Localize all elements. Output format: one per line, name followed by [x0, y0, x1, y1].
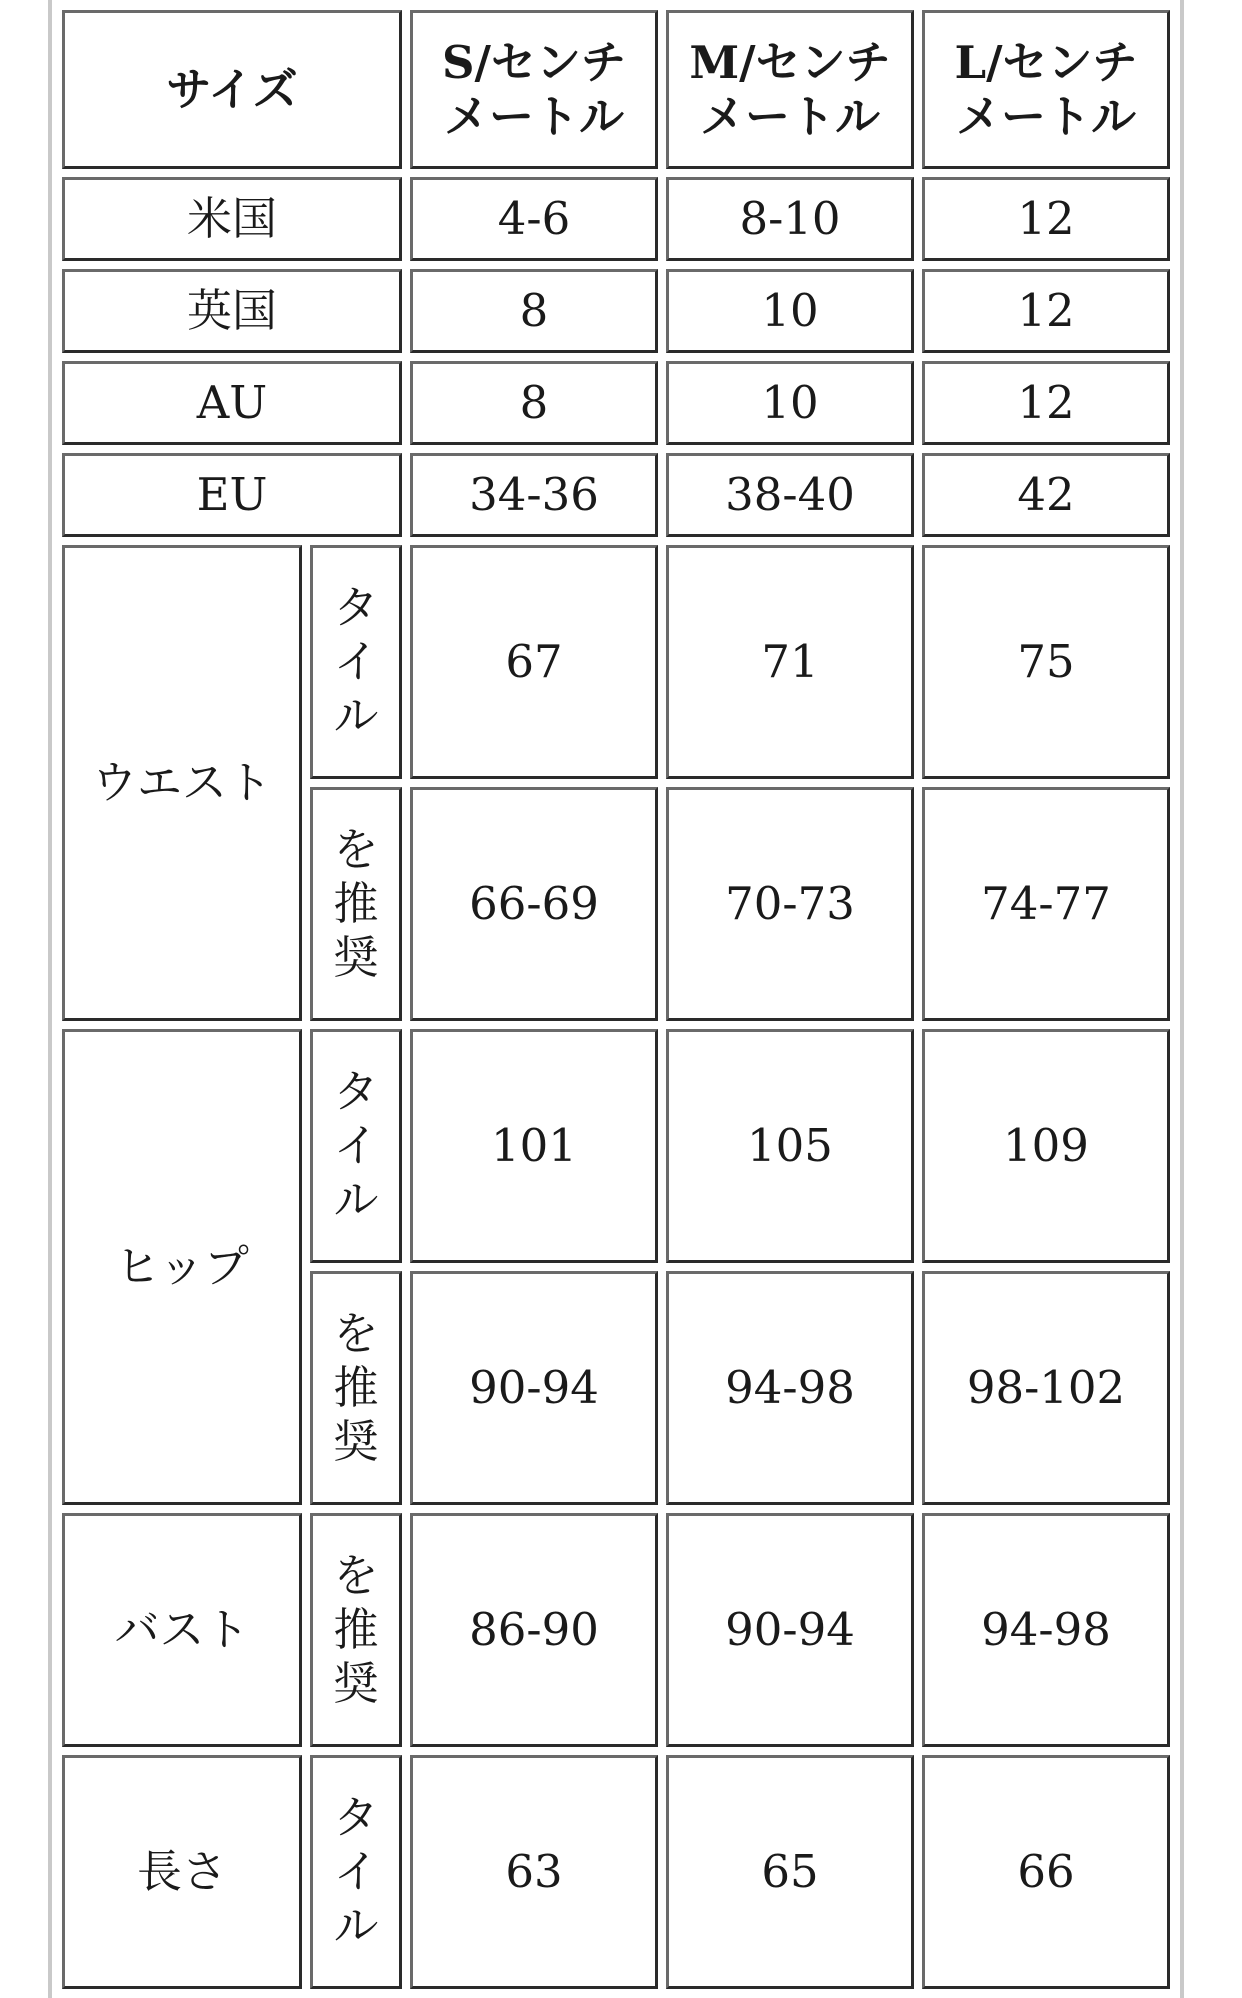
size-chart-table: [54, 2, 1178, 1997]
row-length-style: [62, 1755, 1170, 1989]
sub-label-recommend: [310, 1513, 402, 1747]
size-header-label: サイズ: [166, 62, 298, 116]
cell-value: 65: [666, 1755, 914, 1989]
row-uk: [62, 269, 1170, 353]
cell-value: 63: [410, 1755, 658, 1989]
char: イ: [333, 1119, 379, 1172]
cell-value: 8: [410, 361, 658, 445]
cell-value: 12: [922, 177, 1170, 261]
char: 推: [333, 1361, 379, 1414]
cell-value: 66-69: [410, 787, 658, 1021]
sub-label-style: [310, 1755, 402, 1989]
char: ル: [333, 1899, 379, 1952]
row-label: EU: [62, 453, 402, 537]
sub-label-style: [310, 1029, 402, 1263]
char: 推: [333, 1603, 379, 1656]
header-col-m-line1: M/センチ: [689, 35, 891, 89]
row-au: [62, 361, 1170, 445]
cell-value: 10: [666, 269, 914, 353]
sub-label-style: [310, 545, 402, 779]
char: ル: [333, 689, 379, 742]
cell-value: 8: [410, 269, 658, 353]
row-label: 英国: [62, 269, 402, 353]
char: 奨: [333, 931, 379, 984]
length-label: 長さ: [62, 1755, 302, 1989]
waist-label: ウエスト: [62, 545, 302, 1021]
row-hip-style: [62, 1029, 1170, 1263]
cell-value: 70-73: [666, 787, 914, 1021]
char: 奨: [333, 1415, 379, 1468]
char: 奨: [333, 1657, 379, 1710]
cell-value: 74-77: [922, 787, 1170, 1021]
char: ル: [333, 1173, 379, 1226]
row-bust-recommend: [62, 1513, 1170, 1747]
cell-value: 8-10: [666, 177, 914, 261]
cell-value: 66: [922, 1755, 1170, 1989]
char: を: [333, 1307, 379, 1360]
cell-value: 94-98: [922, 1513, 1170, 1747]
char: タ: [333, 1791, 379, 1844]
char: イ: [333, 635, 379, 688]
char: を: [333, 1549, 379, 1602]
row-waist-style: [62, 545, 1170, 779]
header-col-s-line1: S/センチ: [442, 35, 626, 89]
cell-value: 109: [922, 1029, 1170, 1263]
hip-label: ヒップ: [62, 1029, 302, 1505]
page-border-left: [48, 0, 52, 1998]
cell-value: 86-90: [410, 1513, 658, 1747]
cell-value: 90-94: [410, 1271, 658, 1505]
cell-value: 94-98: [666, 1271, 914, 1505]
cell-value: 98-102: [922, 1271, 1170, 1505]
header-col-s-line2: メートル: [443, 89, 624, 143]
sub-label-recommend: [310, 1271, 402, 1505]
sub-label-recommend: [310, 787, 402, 1021]
cell-value: 34-36: [410, 453, 658, 537]
header-col-s: [410, 10, 658, 169]
cell-value: 38-40: [666, 453, 914, 537]
header-col-l: [922, 10, 1170, 169]
cell-value: 10: [666, 361, 914, 445]
page-border-right: [1180, 0, 1184, 1998]
char: タ: [333, 581, 379, 634]
row-label: AU: [62, 361, 402, 445]
char: 推: [333, 877, 379, 930]
row-label: 米国: [62, 177, 402, 261]
cell-value: 75: [922, 545, 1170, 779]
cell-value: 4-6: [410, 177, 658, 261]
header-col-l-line1: L/センチ: [954, 35, 1138, 89]
cell-value: 42: [922, 453, 1170, 537]
header-col-m: [666, 10, 914, 169]
cell-value: 90-94: [666, 1513, 914, 1747]
row-eu: [62, 453, 1170, 537]
cell-value: 101: [410, 1029, 658, 1263]
row-us: [62, 177, 1170, 261]
header-row: [62, 10, 1170, 169]
cell-value: 67: [410, 545, 658, 779]
size-header-cell: [62, 10, 402, 169]
header-col-m-line2: メートル: [699, 89, 880, 143]
char: を: [333, 823, 379, 876]
cell-value: 105: [666, 1029, 914, 1263]
cell-value: 12: [922, 269, 1170, 353]
cell-value: 12: [922, 361, 1170, 445]
char: イ: [333, 1845, 379, 1898]
header-col-l-line2: メートル: [955, 89, 1136, 143]
cell-value: 71: [666, 545, 914, 779]
bust-label: バスト: [62, 1513, 302, 1747]
char: タ: [333, 1065, 379, 1118]
